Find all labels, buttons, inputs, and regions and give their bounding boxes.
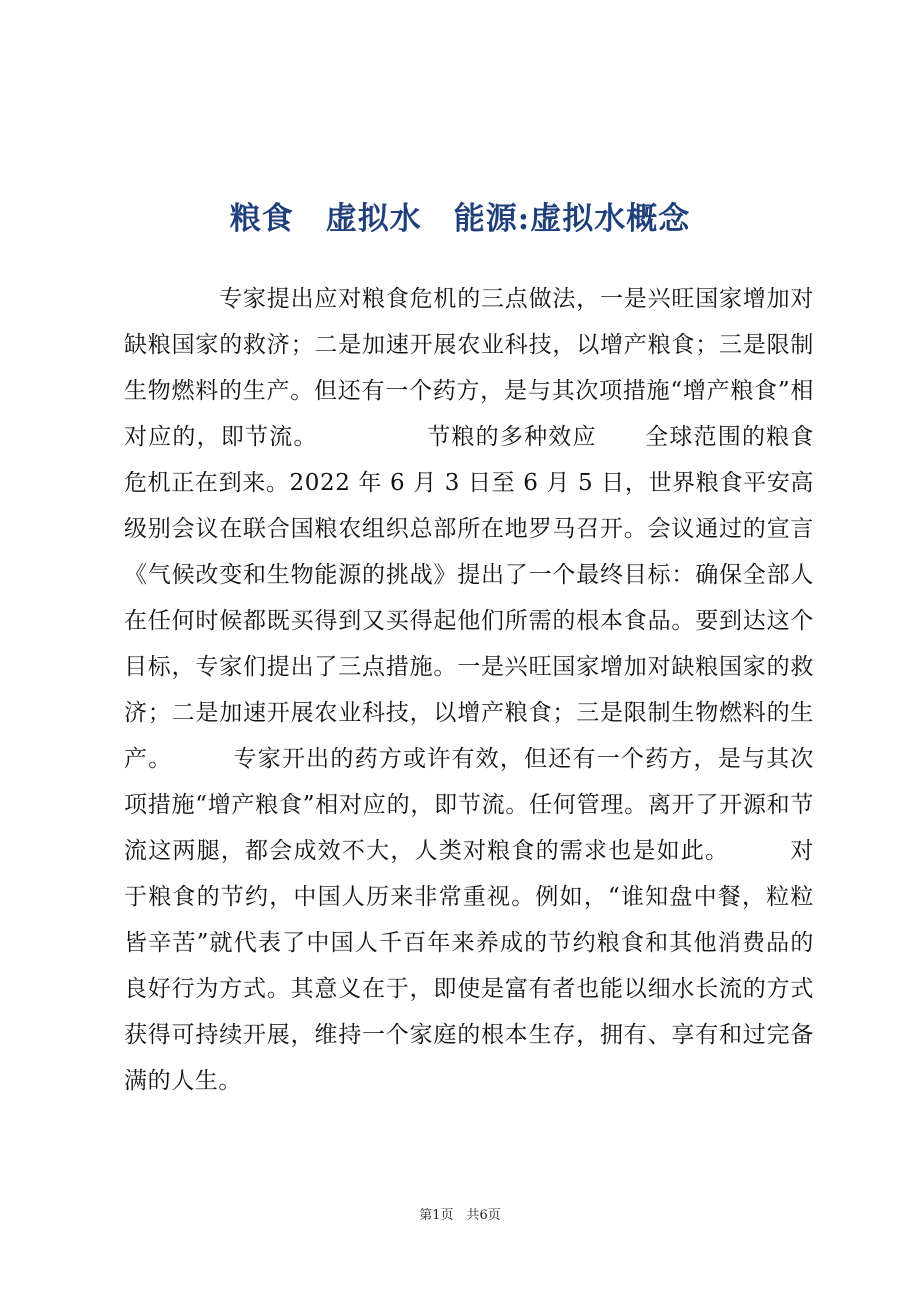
page-footer: 第1页 共6页	[419, 1208, 501, 1223]
document-body: 专家提出应对粮食危机的三点做法，一是兴旺国家增加对缺粮国家的救济；二是加速开展农业科技，以增产粮食；三是限制生物燃料的生产。但还有一个药方，是与其次项措施“增产粮食”相对应的，即节流。 节粮的多种效应 全球范围的粮食危机正在到来。2022 年 6 月 3 日至 6 月 5 日，世界粮食平安高级别会议在联合国粮农组织总部所在地罗马召开。会议通过的宣言《气候改变和生物能源的挑战》提出了一个最终目标：确保全部人在任何时候都既买得到又买得起他们所需的根本食品。要到达这个目标，专家们提出了三点措施。一是兴旺国家增加对缺粮国家的救济；二是加速开展农业科技，以增产粮食；三是限制生物燃料的生产。 专家开出的药方或许有效，但还有一个药方，是与其次项措施“增产粮食”相对应的，即节流。任何管理。离开了开源和节流这两腿，都会成效不大，人类对粮食的需求也是如此。 对于粮食的节约，中国人历来非常重视。例如，“谁知盘中餐，粒粒皆辛苦”就代表了中国人千百年来养成的节约粮食和其他消费品的良好行为方式。其意义在于，即使是富有者也能以细水长流的方式获得可持续开展，维持一个家庭的根本生存，拥有、享有和过完备满的人生。	[124, 286, 814, 1094]
document-title: 粮食 虚拟水 能源:虚拟水概念	[229, 201, 691, 237]
